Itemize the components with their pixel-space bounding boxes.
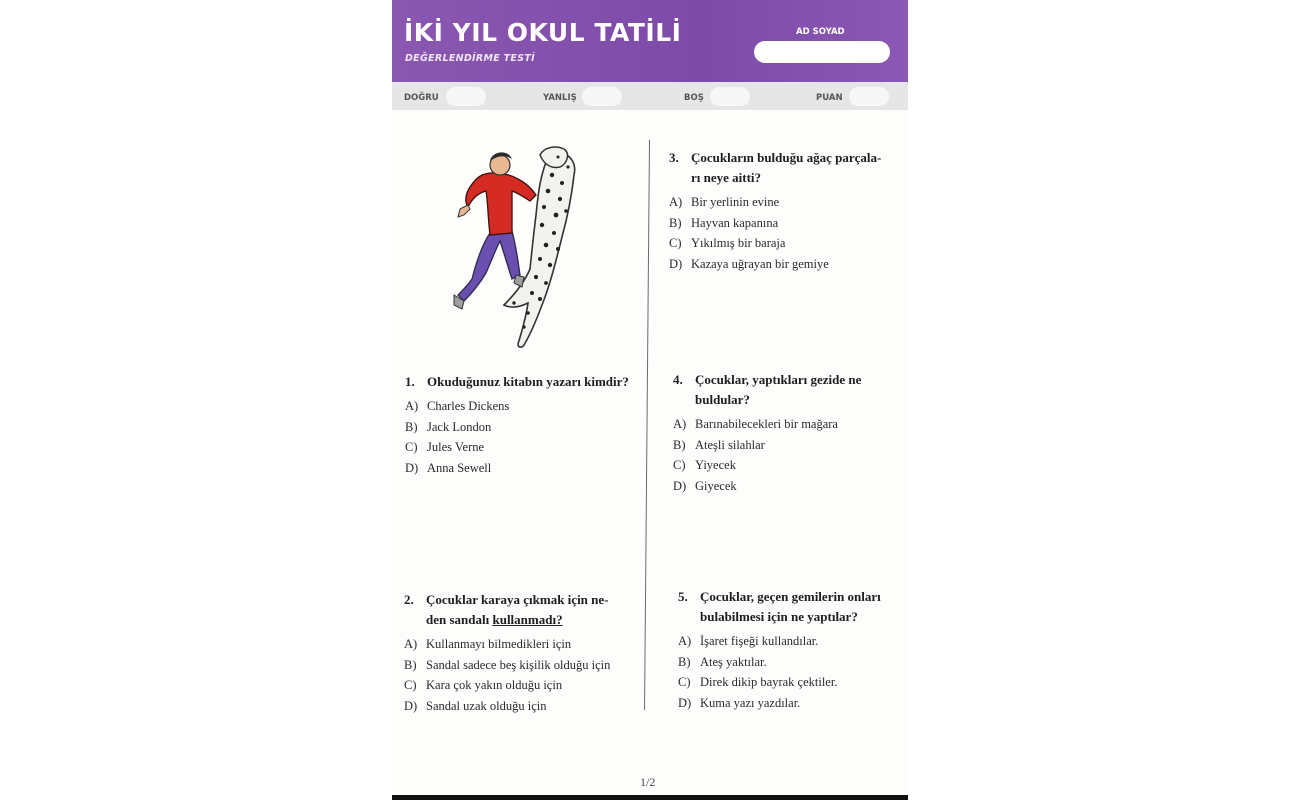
option-text: İşaret fişeği kullandılar. [700,634,819,648]
option-c[interactable] [405,437,629,458]
option-letter: A) [404,637,418,651]
question-2 [404,590,610,716]
blank-label: BOŞ [684,93,704,103]
option-text: Kuma yazı yazdılar. [700,695,801,710]
option-text: Kullanmayı bilmedikleri için [426,637,572,651]
option-a[interactable] [669,192,881,213]
question-text-line-2: buldular? [695,392,750,407]
option-letter: A) [673,417,687,431]
question-text-line-1: Çocuklar, geçen gemilerin onları [700,589,881,604]
option-list [673,414,861,496]
option-text: Jack London [427,419,492,434]
question-number: 3. [669,150,679,165]
correct-count-field[interactable] [446,87,486,106]
option-letter: C) [673,458,686,472]
question-text-line-1: Çocukların bulduğu ağaç parçala- [691,150,882,165]
option-letter: C) [669,236,682,250]
option-letter: C) [404,678,417,692]
option-text: Ateşli silahlar [695,437,765,452]
option-text: Charles Dickens [427,399,510,413]
option-b[interactable] [405,417,629,438]
option-c[interactable] [673,455,861,476]
page-number: 1/2 [640,775,656,789]
option-text: Hayvan kapanına [691,215,779,230]
question-number: 5. [678,589,688,604]
points-field[interactable] [849,87,889,106]
name-label: AD SOYAD [796,27,845,37]
option-text: Jules Verne [427,440,485,454]
option-letter: A) [678,634,692,648]
option-letter: B) [405,419,418,434]
option-text: Yiyecek [695,458,736,472]
question-1 [405,372,629,478]
option-letter: B) [673,437,686,452]
option-a[interactable] [404,634,610,655]
option-d[interactable] [404,696,610,717]
option-d[interactable] [405,458,629,479]
question-text: Okuduğunuz kitabın yazarı kimdir? [427,374,629,389]
correct-label: DOĞRU [404,93,439,103]
name-field[interactable] [754,41,890,63]
option-list [405,396,629,478]
option-a[interactable] [405,396,629,417]
question-text-line-2: rı neye aitti? [691,170,762,185]
question-text-line-1: Çocuklar, yaptıkları gezide ne [695,372,862,387]
points-label: PUAN [816,93,843,103]
option-letter: B) [678,654,691,669]
blank-count-field[interactable] [710,87,750,106]
option-d[interactable] [673,476,861,497]
question-text-line-2: bulabilmesi için ne yaptılar? [700,609,858,624]
option-letter: C) [678,675,691,689]
option-d[interactable] [669,254,881,275]
question-number: 4. [673,372,683,387]
option-text: Barınabilecekleri bir mağara [695,417,838,431]
question-4 [673,370,861,496]
question-3 [669,148,881,274]
question-number: 2. [404,592,414,607]
man-and-leopard-illustration [432,145,582,350]
option-d[interactable] [678,693,881,714]
option-list [404,634,610,716]
option-text: Anna Sewell [427,460,492,475]
option-text: Kazaya uğrayan bir gemiye [691,256,829,271]
option-list [669,192,881,274]
option-b[interactable] [673,435,861,456]
worksheet-page [392,0,908,800]
option-text: Giyecek [695,478,737,493]
option-list [678,631,881,713]
option-letter: A) [669,195,683,209]
option-text: Ateş yaktılar. [700,654,767,669]
option-letter: D) [678,695,692,710]
option-letter: B) [404,657,417,672]
option-b[interactable] [404,655,610,676]
page-bottom-edge [392,795,908,800]
option-letter: D) [673,478,687,493]
underlined-word: kullanmadı? [492,612,563,627]
score-bar [392,82,908,110]
option-a[interactable] [673,414,861,435]
option-letter: A) [405,399,419,413]
option-letter: B) [669,215,682,230]
column-divider [644,140,650,710]
option-text: Sandal sadece beş kişilik olduğu için [426,657,611,672]
option-letter: C) [405,440,418,454]
option-letter: D) [404,698,418,713]
wrong-count-field[interactable] [582,87,622,106]
option-text: Direk dikip bayrak çektiler. [700,675,838,689]
header-banner [392,0,908,82]
question-number: 1. [405,374,415,389]
option-letter: D) [669,256,683,271]
question-text-line-1: Çocuklar karaya çıkmak için ne- [426,592,609,607]
option-letter: D) [405,460,419,475]
page-subtitle: DEĞERLENDİRME TESTİ [405,53,535,64]
option-c[interactable] [669,233,881,254]
page-title: İKİ YIL OKUL TATİLİ [404,18,682,47]
option-text: Yıkılmış bir baraja [691,236,786,250]
question-5 [678,587,881,713]
wrong-label: YANLIŞ [543,93,577,103]
option-a[interactable] [678,631,881,652]
option-text: Kara çok yakın olduğu için [426,678,563,692]
option-b[interactable] [678,652,881,673]
option-text: Bir yerlinin evine [691,195,780,209]
option-text: Sandal uzak olduğu için [426,698,547,713]
option-c[interactable] [404,675,610,696]
question-text-line-2: den sandalı [426,612,493,627]
option-c[interactable] [678,672,881,693]
option-b[interactable] [669,213,881,234]
